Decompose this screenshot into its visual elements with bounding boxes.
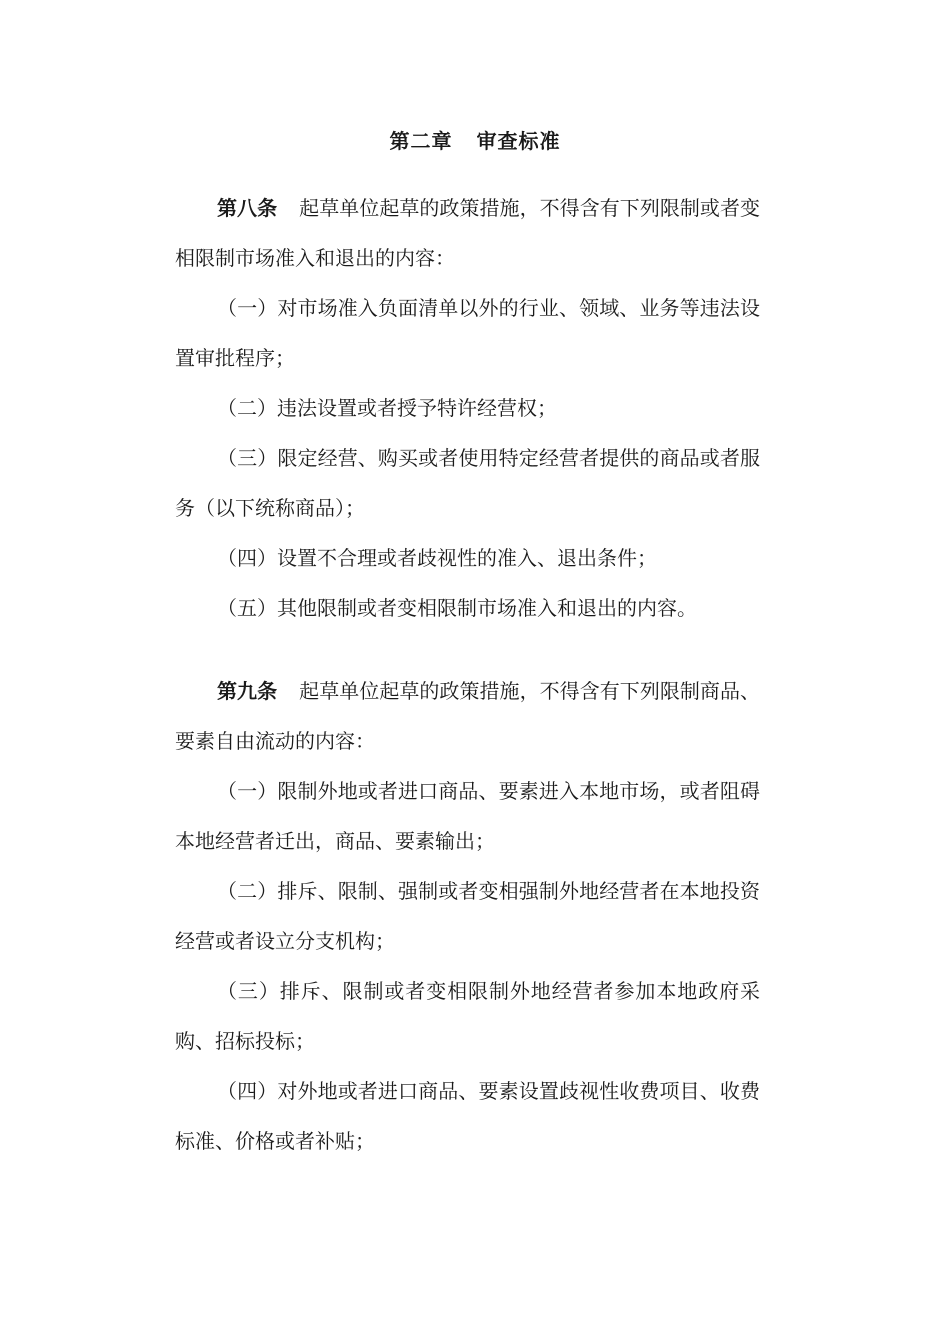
article-9-item-2: （二）排斥、限制、强制或者变相强制外地经营者在本地投资经营或者设立分支机构；	[175, 879, 760, 953]
article-9-item-4: （四）对外地或者进口商品、要素设置歧视性收费项目、收费标准、价格或者补贴；	[175, 1079, 760, 1153]
chapter-number: 第二章	[389, 129, 453, 153]
chapter-title: 审查标准	[476, 129, 561, 153]
article-8-intro	[175, 183, 760, 283]
chapter-heading	[0, 124, 950, 158]
article-9-intro-text: 起草单位起草的政策措施，不得含有下列限制商品、要素自由流动的内容：	[175, 679, 761, 753]
article-9	[175, 666, 760, 1166]
article-9-item-3: （三）排斥、限制或者变相限制外地经营者参加本地政府采购、招标投标；	[175, 979, 760, 1053]
article-9-item-1: （一）限制外地或者进口商品、要素进入本地市场，或者阻碍本地经营者迁出，商品、要素输出；	[175, 779, 760, 853]
article-8-label: 第八条	[217, 196, 278, 220]
article-8-item-4: （四）设置不合理或者歧视性的准入、退出条件；	[217, 546, 657, 570]
article-8-item-1: （一）对市场准入负面清单以外的行业、领域、业务等违法设置审批程序；	[175, 296, 760, 370]
article-8	[175, 183, 760, 633]
article-8-item-3: （三）限定经营、购买或者使用特定经营者提供的商品或者服务（以下统称商品）；	[175, 446, 760, 520]
article-8-intro-text: 起草单位起草的政策措施，不得含有下列限制或者变相限制市场准入和退出的内容：	[175, 196, 761, 270]
article-9-intro	[175, 666, 760, 766]
article-9-label: 第九条	[217, 679, 278, 703]
article-8-item-2: （二）违法设置或者授予特许经营权；	[217, 396, 557, 420]
article-8-item-5: （五）其他限制或者变相限制市场准入和退出的内容。	[217, 596, 697, 620]
